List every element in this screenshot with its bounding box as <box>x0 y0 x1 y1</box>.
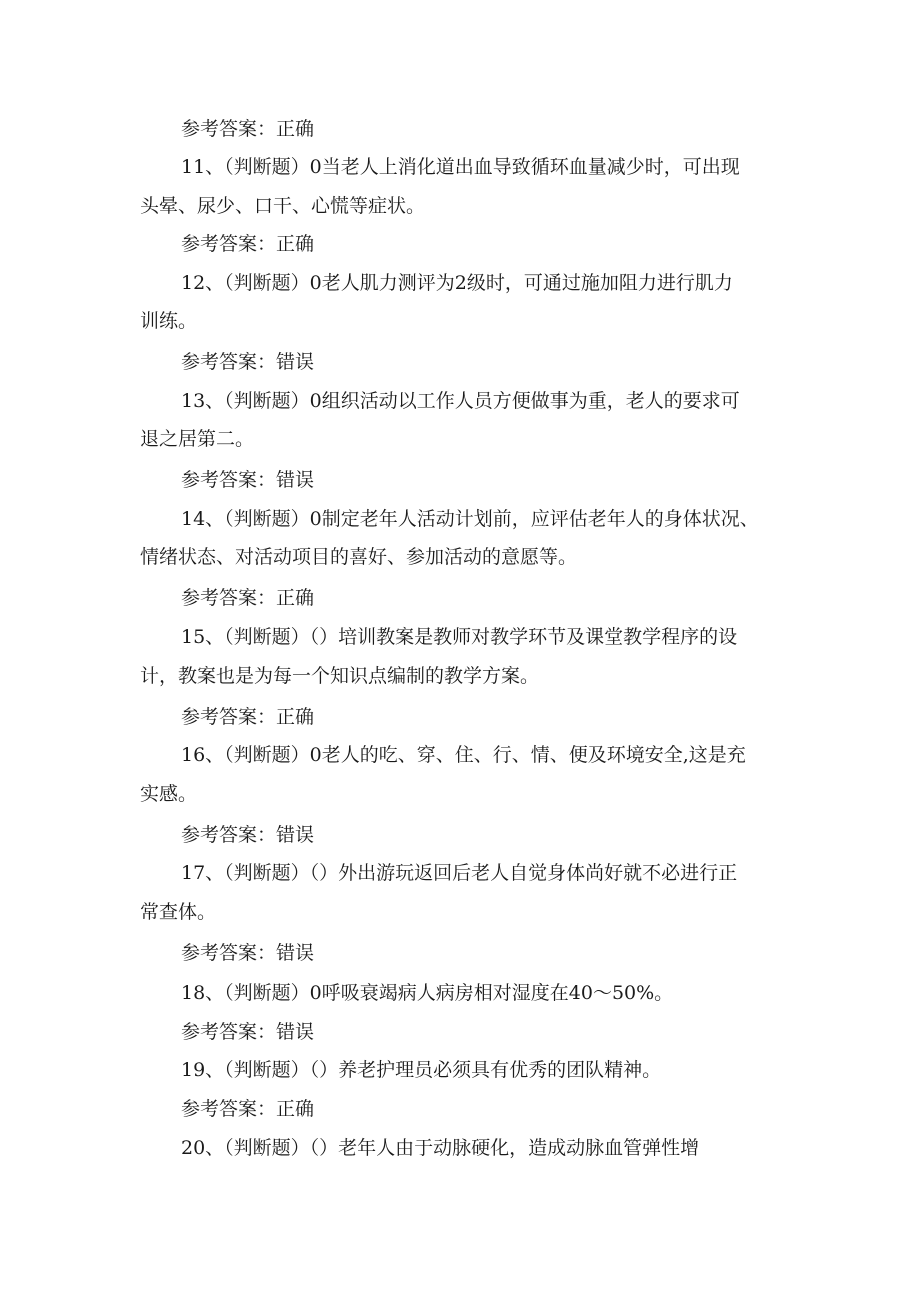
question-continuation: 头晕、尿少、口干、心慌等症状。 <box>140 195 426 217</box>
question-line: 11、（判断题）0当老人上消化道出血导致循环血量减少时，可出现 <box>181 156 740 178</box>
answer-line: 参考答案：错误 <box>181 942 315 964</box>
question-line: 12、（判断题）0老人肌力测评为2级时，可通过施加阻力进行肌力 <box>181 272 733 294</box>
question-line: 16、（判断题）0老人的吃、穿、住、行、情、便及环境安全,这是充 <box>181 744 746 766</box>
question-continuation: 退之居第二。 <box>140 428 255 450</box>
answer-line: 参考答案：正确 <box>181 233 315 255</box>
question-line: 13、（判断题）0组织活动以工作人员方便做事为重，老人的要求可 <box>181 390 740 412</box>
question-continuation: 训练。 <box>140 310 198 332</box>
question-line: 17、（判断题）（）外出游玩返回后老人自觉身体尚好就不必进行正 <box>181 862 738 884</box>
question-continuation: 常查体。 <box>140 901 217 923</box>
answer-line: 参考答案：错误 <box>181 351 315 373</box>
question-continuation: 情绪状态、对活动项目的喜好、参加活动的意愿等。 <box>140 546 578 568</box>
question-line: 14、（判断题）0制定老年人活动计划前，应评估老年人的身体状况、 <box>181 508 759 530</box>
answer-line: 参考答案：错误 <box>181 824 315 846</box>
answer-line: 参考答案：正确 <box>181 587 315 609</box>
answer-line: 参考答案：正确 <box>181 118 315 140</box>
answer-line: 参考答案：错误 <box>181 1021 315 1043</box>
answer-line: 参考答案：正确 <box>181 1098 315 1120</box>
answer-line: 参考答案：错误 <box>181 469 315 491</box>
question-continuation: 计，教案也是为每一个知识点编制的教学方案。 <box>140 665 540 687</box>
answer-line: 参考答案：正确 <box>181 706 315 728</box>
question-continuation: 实感。 <box>140 783 198 805</box>
question-line: 15、（判断题）（）培训教案是教师对教学环节及课堂教学程序的设 <box>181 626 738 648</box>
question-line: 18、（判断题）0呼吸衰竭病人病房相对湿度在40～50%。 <box>181 982 674 1004</box>
question-line: 20、（判断题）（）老年人由于动脉硬化，造成动脉血管弹性增 <box>181 1137 700 1159</box>
question-line: 19、（判断题）（）养老护理员必须具有优秀的团队精神。 <box>181 1059 662 1081</box>
